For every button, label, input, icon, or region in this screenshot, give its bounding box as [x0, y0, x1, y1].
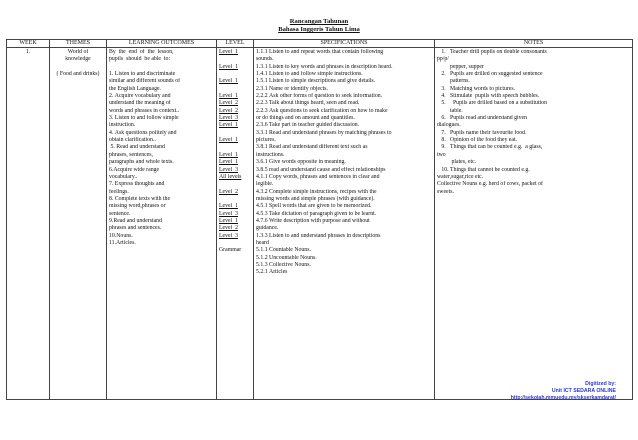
cell-line — [219, 71, 251, 78]
col-header-notes: NOTES — [435, 40, 633, 48]
digitized-credit — [511, 381, 616, 402]
cell-line: 4.5.1 Spell words that are given to be memorized. — [256, 203, 372, 210]
table-header-row — [7, 40, 633, 48]
cell-line: 1. Teacher drill pupils on double consonants — [437, 49, 547, 55]
cell-line: 7. Pupils name their favourite food. — [437, 129, 527, 136]
cell-line: 5.1.2 Uncountable Nouns. — [256, 254, 317, 261]
cell-line: 2.3.1 Name or identify objects. — [256, 85, 328, 92]
table-row — [7, 48, 633, 400]
cell-line: 2.2.3 Ask questions to seek clarification on how to make — [256, 107, 388, 114]
cell-line: Level 1 — [219, 122, 238, 129]
cell-line: 6.Acquire wide range — [109, 166, 160, 173]
cell-line: patterns. — [437, 78, 470, 85]
cell-line — [219, 86, 251, 93]
cell-line: Level 3 — [219, 115, 238, 122]
cell-line: Grammar — [219, 247, 242, 254]
cell-line: 3. Matching words to pictures. — [437, 85, 516, 92]
cell-line: Level 2 — [219, 225, 238, 232]
cell-line: Level 3 — [219, 210, 238, 217]
cell-line: vocabulary.. — [109, 173, 138, 180]
learning-outcomes-cell — [107, 48, 217, 400]
cell-line: pupils should be able to: — [109, 56, 171, 63]
cell-line: words and phrases in context.. — [109, 107, 180, 114]
week-cell — [7, 48, 50, 400]
cell-line: Level 3 — [219, 232, 238, 239]
cell-line: 5.2.1 Articles — [256, 269, 288, 276]
cell-line — [219, 130, 251, 137]
cell-line: sounds. — [256, 56, 274, 63]
credit-url[interactable]: http://sekolah.mmuedu.my/skserkamdarat/ — [510, 395, 616, 401]
cell-line: Level 1 — [219, 93, 238, 100]
cell-line: feelings. — [109, 188, 129, 195]
cell-line: water,sugar,rice etc. — [437, 173, 484, 180]
cell-line: 2. Pupils are drilled on suggested sentence — [437, 71, 543, 78]
cell-line — [219, 181, 251, 188]
cell-line: two — [437, 151, 446, 158]
cell-line: 5. Read and understand — [109, 144, 165, 151]
cell-line: the English Language. — [109, 85, 161, 92]
col-header-level: LEVEL — [217, 40, 254, 48]
page-subtitle: Bahasa Inggeris Tahun Lima — [278, 26, 360, 33]
cell-line: 2.2.2 Ask other forms of question to seek information. — [256, 93, 383, 100]
cell-line: 1. Listen to and discriminate — [109, 71, 176, 78]
cell-line: knowledge — [65, 56, 91, 63]
cell-line: 4.5.3 Take dictation of paragraph given to be learnt. — [256, 210, 377, 217]
cell-line: 5. Pupils are drilled based on a substitution — [437, 100, 547, 107]
cell-line: 2.2.3 Talk about things heard, seen and read. — [256, 100, 360, 107]
cell-line: 1.1.1 Listen to and repeat words that contain following — [256, 49, 384, 55]
cell-line: 2. Acquire vocabulary and — [109, 93, 171, 100]
cell-line: 3.8.1 Read and understand different text such as — [256, 144, 368, 151]
cell-line: missing word,phrases or — [109, 203, 166, 210]
cell-line: 3.6.1 Give words opposite in meaning. — [256, 159, 346, 166]
cell-line: 5.1.1 Countable Nouns. — [256, 247, 311, 254]
cell-line: Collective Nouns e.g. herd of cows, packet of — [437, 181, 543, 188]
cell-line — [219, 196, 251, 203]
cell-line: 4. Ask questions politely and — [109, 129, 177, 136]
cell-line: understand the meaning of — [109, 100, 171, 107]
cell-line: By the end of the lesson, — [109, 49, 174, 55]
cell-line — [219, 56, 251, 63]
cell-line: 3. Listen to and follow simple — [109, 115, 179, 122]
cell-line: Level 3 — [219, 166, 238, 173]
col-header-week: WEEK — [7, 40, 50, 48]
cell-line: 4.3.2 Complete simple instructions, recipes with the — [256, 188, 377, 195]
cell-line: ( Food and drinks) — [56, 71, 100, 78]
cell-line: or do things and on amount and quantities. — [256, 115, 355, 122]
cell-line: All levels — [219, 173, 242, 180]
cell-line: 4.1.1 Copy words, phrases and sentences in clear and — [256, 173, 380, 180]
cell-line: Level 1 — [219, 49, 238, 55]
cell-line: Level 1 — [219, 217, 238, 224]
cell-line: 8. Complete texts with the — [109, 195, 171, 202]
cell-line: Level 1 — [219, 137, 238, 144]
cell-line: 10.Nouns. — [109, 232, 133, 239]
cell-line: missing words and simple phrases (with guidance). — [256, 195, 375, 202]
cell-line: similar and different sounds of — [109, 78, 181, 85]
cell-line — [52, 64, 104, 71]
specifications-cell — [254, 48, 435, 400]
col-header-learning-outcomes: LEARNING OUTCOMES — [107, 40, 217, 48]
cell-line: Level 1 — [219, 159, 238, 166]
cell-line: phrases and sentences. — [109, 225, 162, 232]
cell-line: instruction. — [109, 122, 136, 129]
cell-line: Level 2 — [219, 107, 238, 114]
cell-line: 1.3.1 Listen to key words and phrases in description heard. — [256, 63, 393, 70]
cell-line: 8. Opinion of the food they eat. — [437, 137, 518, 144]
cell-line — [219, 240, 251, 247]
cell-line: 4. Stimulate pupils with speech bubbles. — [437, 93, 540, 100]
yearly-plan-table — [6, 39, 633, 400]
cell-line: Level 1 — [219, 203, 238, 210]
cell-line: Level 1 — [219, 63, 238, 70]
cell-line: Level 2 — [219, 100, 238, 107]
cell-line: phrases, sentences, — [109, 151, 153, 158]
cell-line: 5.1.3 Collective Nouns. — [256, 261, 311, 268]
cell-line: 4.7.6 Write description with purpose and without — [256, 217, 370, 224]
cell-line: 3.3.1 Read and understand phrases by matching phrases to — [256, 129, 392, 136]
cell-line: Level 1 — [219, 78, 238, 85]
col-header-themes: THEMES — [50, 40, 107, 48]
col-header-specifications: SPECIFICATIONS — [254, 40, 435, 48]
credit-label: Digitized by: — [585, 381, 616, 387]
cell-line: instructions. — [256, 151, 285, 158]
cell-line: 10. Things that cannot be counted e.g. — [437, 166, 530, 173]
cell-line: 1.3.3 Listen to and understand phrases in descriptions — [256, 232, 381, 239]
cell-line: World of — [67, 49, 89, 55]
cell-line: obtain clarification.. — [109, 137, 156, 144]
cell-line: pepper, supper — [437, 63, 484, 70]
cell-line: heard — [256, 239, 269, 246]
cell-line: dialogues. — [437, 122, 461, 129]
themes-cell — [50, 48, 107, 400]
cell-line: pp/p/ — [437, 56, 449, 63]
cell-line: Level 2 — [219, 188, 238, 195]
cell-line: paragraphs and whole texts. — [109, 159, 174, 166]
cell-line: 11.Articles. — [109, 239, 136, 246]
notes-cell — [435, 48, 633, 400]
cell-line: table. — [437, 107, 463, 114]
page-title: Rancangan Tahunan — [289, 18, 349, 25]
cell-line: 9.Read and understand — [109, 217, 162, 224]
credit-unit: Unit ICT SEDARA ONLINE — [551, 388, 616, 394]
cell-line: 3.8.5 read and understand cause and effect relationships — [256, 166, 386, 173]
cell-line — [109, 64, 214, 71]
week-number: 1. — [25, 49, 31, 55]
cell-line: pictures. — [256, 137, 276, 144]
cell-line: 7. Express thoughts and — [109, 181, 165, 188]
cell-line — [219, 144, 251, 151]
level-cell — [217, 48, 254, 400]
cell-line: Level 1 — [219, 151, 238, 158]
cell-line: guidance. — [256, 225, 279, 232]
cell-line: sweets. — [437, 188, 454, 195]
cell-line: 1.5.1 Listen to simple descriptions and give details. — [256, 78, 376, 85]
cell-line: 2.3.6 Take part in teacher guided discussion. — [256, 122, 360, 129]
cell-line: 1.4.1 Listen to and follow simple instructions. — [256, 71, 363, 78]
cell-line: 9. Things that can be counted e.g. a glass, — [437, 144, 543, 151]
cell-line: 6. Pupils read and understand given — [437, 115, 527, 122]
cell-line: legible. — [256, 181, 274, 188]
cell-line: sentence. — [109, 210, 131, 217]
cell-line: plates, etc. — [437, 159, 477, 166]
